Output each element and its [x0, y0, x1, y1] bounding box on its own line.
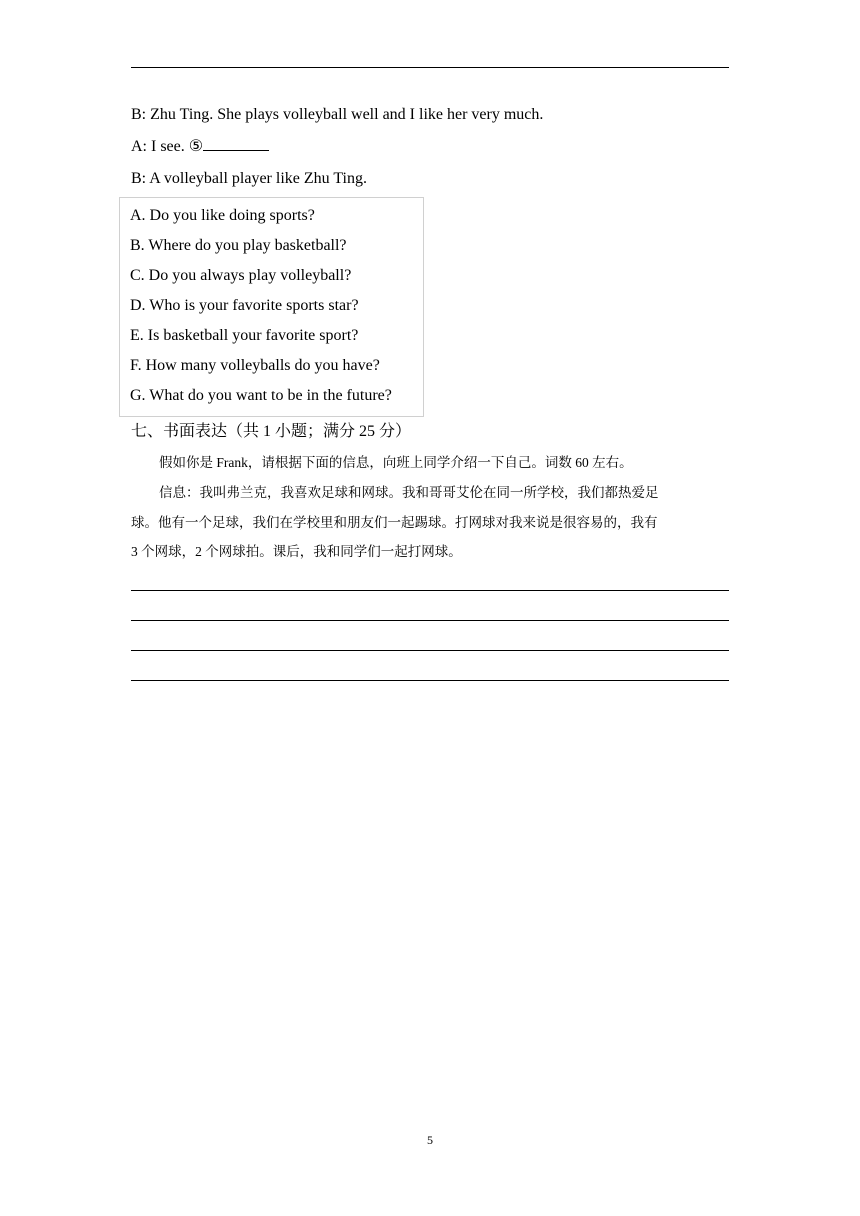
page-number: 5	[427, 1133, 433, 1147]
dialogue-line-a5	[131, 136, 269, 157]
info-line-1: 信息：我叫弗兰克，我喜欢足球和网球。我和哥哥艾伦在同一所学校，我们都热爱足	[159, 485, 659, 500]
info-line-3: 3 个网球，2 个网球拍。课后，我和同学们一起打网球。	[131, 544, 462, 559]
writing-line-3[interactable]	[131, 650, 729, 651]
option-a: A. Do you like doing sports?	[130, 207, 315, 224]
option-e: E. Is basketball your favorite sport?	[130, 327, 359, 344]
answer-blank-5[interactable]	[203, 136, 269, 151]
writing-line-2[interactable]	[131, 620, 729, 621]
options-box	[119, 197, 424, 417]
writing-line-1[interactable]	[131, 590, 729, 591]
option-b: B. Where do you play basketball?	[130, 237, 347, 254]
dialogue-line-b1: B: Zhu Ting. She plays volleyball well and I like her very much.	[131, 106, 544, 123]
writing-prompt: 假如你是 Frank，请根据下面的信息，向班上同学介绍一下自己。词数 60 左右。	[159, 455, 633, 470]
option-d: D. Who is your favorite sports star?	[130, 297, 359, 314]
option-c: C. Do you always play volleyball?	[130, 267, 352, 284]
writing-line-4[interactable]	[131, 680, 729, 681]
option-f: F. How many volleyballs do you have?	[130, 357, 380, 374]
dialogue-line-b2: B: A volleyball player like Zhu Ting.	[131, 170, 367, 187]
info-line-2: 球。他有一个足球，我们在学校里和朋友们一起踢球。打网球对我来说是很容易的，我有	[131, 515, 658, 530]
section-7-title: 七、书面表达（共 1 小题；满分 25 分）	[131, 423, 412, 440]
option-g: G. What do you want to be in the future?	[130, 387, 392, 404]
dialogue-line-a5-text: A: I see. ⑤	[131, 138, 204, 155]
header-rule	[131, 67, 729, 68]
